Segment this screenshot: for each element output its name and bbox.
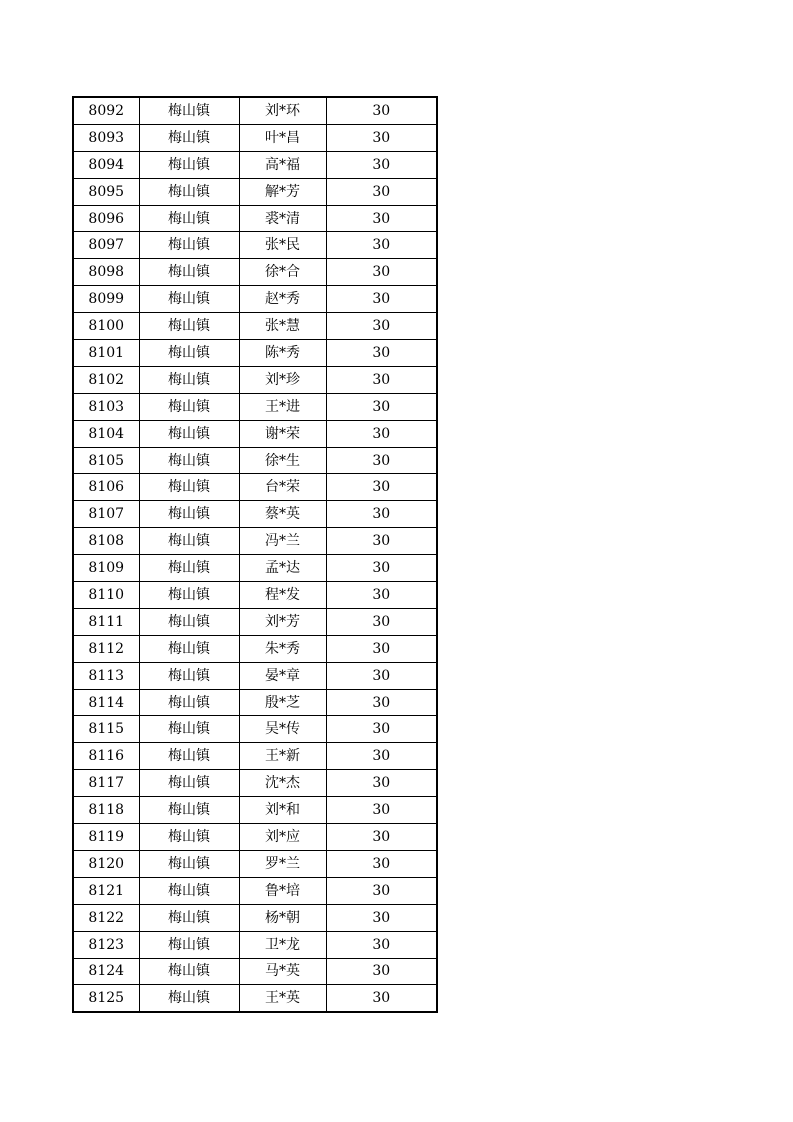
town-cell: 梅山镇 [139,824,239,851]
name-cell: 谢*荣 [239,420,326,447]
row-number-cell: 8109 [73,555,139,582]
amount-cell: 30 [326,366,437,393]
town-cell: 梅山镇 [139,797,239,824]
amount-cell: 30 [326,635,437,662]
town-cell: 梅山镇 [139,286,239,313]
row-number-cell: 8116 [73,743,139,770]
town-cell: 梅山镇 [139,178,239,205]
table-row [73,931,437,958]
table-row [73,662,437,689]
name-cell: 张*民 [239,232,326,259]
name-cell: 卫*龙 [239,931,326,958]
name-cell: 殷*芝 [239,689,326,716]
town-cell: 梅山镇 [139,366,239,393]
name-cell: 张*慧 [239,313,326,340]
amount-cell: 30 [326,877,437,904]
table-row [73,635,437,662]
row-number-cell: 8118 [73,797,139,824]
table-row [73,366,437,393]
row-number-cell: 8101 [73,340,139,367]
town-cell: 梅山镇 [139,958,239,985]
amount-cell: 30 [326,716,437,743]
row-number-cell: 8092 [73,97,139,124]
town-cell: 梅山镇 [139,340,239,367]
name-cell: 晏*章 [239,662,326,689]
name-cell: 赵*秀 [239,286,326,313]
table-row [73,877,437,904]
row-number-cell: 8094 [73,151,139,178]
amount-cell: 30 [326,770,437,797]
table-row [73,340,437,367]
row-number-cell: 8104 [73,420,139,447]
name-cell: 徐*合 [239,259,326,286]
town-cell: 梅山镇 [139,447,239,474]
row-number-cell: 8096 [73,205,139,232]
row-number-cell: 8106 [73,474,139,501]
name-cell: 陈*秀 [239,340,326,367]
amount-cell: 30 [326,286,437,313]
name-cell: 台*荣 [239,474,326,501]
name-cell: 罗*兰 [239,850,326,877]
table-row [73,420,437,447]
name-cell: 朱*秀 [239,635,326,662]
table-row [73,232,437,259]
name-cell: 刘*应 [239,824,326,851]
town-cell: 梅山镇 [139,528,239,555]
row-number-cell: 8122 [73,904,139,931]
amount-cell: 30 [326,393,437,420]
amount-cell: 30 [326,662,437,689]
table-row [73,178,437,205]
amount-cell: 30 [326,689,437,716]
table-row [73,904,437,931]
name-cell: 王*新 [239,743,326,770]
row-number-cell: 8124 [73,958,139,985]
name-cell: 解*芳 [239,178,326,205]
row-number-cell: 8114 [73,689,139,716]
row-number-cell: 8099 [73,286,139,313]
amount-cell: 30 [326,313,437,340]
name-cell: 王*英 [239,985,326,1012]
amount-cell: 30 [326,205,437,232]
table-row [73,259,437,286]
town-cell: 梅山镇 [139,97,239,124]
town-cell: 梅山镇 [139,393,239,420]
table-row [73,716,437,743]
amount-cell: 30 [326,97,437,124]
row-number-cell: 8102 [73,366,139,393]
town-cell: 梅山镇 [139,904,239,931]
row-number-cell: 8097 [73,232,139,259]
table-row [73,528,437,555]
town-cell: 梅山镇 [139,850,239,877]
row-number-cell: 8103 [73,393,139,420]
table-row [73,824,437,851]
amount-cell: 30 [326,447,437,474]
amount-cell: 30 [326,151,437,178]
table-row [73,850,437,877]
row-number-cell: 8115 [73,716,139,743]
town-cell: 梅山镇 [139,662,239,689]
name-cell: 马*英 [239,958,326,985]
data-table [72,96,438,1013]
row-number-cell: 8105 [73,447,139,474]
table-row [73,689,437,716]
name-cell: 裘*清 [239,205,326,232]
amount-cell: 30 [326,420,437,447]
amount-cell: 30 [326,608,437,635]
table-row [73,582,437,609]
table-row [73,608,437,635]
row-number-cell: 8093 [73,124,139,151]
town-cell: 梅山镇 [139,501,239,528]
town-cell: 梅山镇 [139,985,239,1012]
amount-cell: 30 [326,124,437,151]
name-cell: 冯*兰 [239,528,326,555]
amount-cell: 30 [326,797,437,824]
name-cell: 程*发 [239,582,326,609]
name-cell: 王*进 [239,393,326,420]
amount-cell: 30 [326,340,437,367]
town-cell: 梅山镇 [139,420,239,447]
row-number-cell: 8108 [73,528,139,555]
name-cell: 杨*朝 [239,904,326,931]
name-cell: 吴*传 [239,716,326,743]
amount-cell: 30 [326,743,437,770]
table-row [73,286,437,313]
amount-cell: 30 [326,232,437,259]
town-cell: 梅山镇 [139,474,239,501]
amount-cell: 30 [326,582,437,609]
table-row [73,555,437,582]
row-number-cell: 8113 [73,662,139,689]
row-number-cell: 8117 [73,770,139,797]
name-cell: 高*福 [239,151,326,178]
name-cell: 刘*环 [239,97,326,124]
table-row [73,205,437,232]
table-row [73,958,437,985]
table-body [73,97,437,1012]
row-number-cell: 8107 [73,501,139,528]
row-number-cell: 8125 [73,985,139,1012]
name-cell: 沈*杰 [239,770,326,797]
row-number-cell: 8123 [73,931,139,958]
town-cell: 梅山镇 [139,582,239,609]
amount-cell: 30 [326,904,437,931]
town-cell: 梅山镇 [139,151,239,178]
table-row [73,393,437,420]
amount-cell: 30 [326,474,437,501]
town-cell: 梅山镇 [139,232,239,259]
row-number-cell: 8112 [73,635,139,662]
table-row [73,797,437,824]
row-number-cell: 8095 [73,178,139,205]
name-cell: 蔡*英 [239,501,326,528]
table-row [73,151,437,178]
table-row [73,124,437,151]
row-number-cell: 8120 [73,850,139,877]
town-cell: 梅山镇 [139,555,239,582]
town-cell: 梅山镇 [139,205,239,232]
town-cell: 梅山镇 [139,931,239,958]
amount-cell: 30 [326,178,437,205]
name-cell: 孟*达 [239,555,326,582]
town-cell: 梅山镇 [139,635,239,662]
table-row [73,313,437,340]
row-number-cell: 8111 [73,608,139,635]
table-row [73,501,437,528]
amount-cell: 30 [326,259,437,286]
row-number-cell: 8119 [73,824,139,851]
row-number-cell: 8110 [73,582,139,609]
name-cell: 刘*芳 [239,608,326,635]
name-cell: 刘*和 [239,797,326,824]
row-number-cell: 8100 [73,313,139,340]
table-row [73,474,437,501]
amount-cell: 30 [326,850,437,877]
town-cell: 梅山镇 [139,770,239,797]
amount-cell: 30 [326,985,437,1012]
table-row [73,447,437,474]
amount-cell: 30 [326,528,437,555]
amount-cell: 30 [326,824,437,851]
row-number-cell: 8098 [73,259,139,286]
amount-cell: 30 [326,931,437,958]
amount-cell: 30 [326,958,437,985]
town-cell: 梅山镇 [139,743,239,770]
name-cell: 叶*昌 [239,124,326,151]
town-cell: 梅山镇 [139,124,239,151]
table-row [73,985,437,1012]
table-row [73,743,437,770]
table-row [73,770,437,797]
name-cell: 刘*珍 [239,366,326,393]
amount-cell: 30 [326,501,437,528]
amount-cell: 30 [326,555,437,582]
town-cell: 梅山镇 [139,716,239,743]
name-cell: 徐*生 [239,447,326,474]
town-cell: 梅山镇 [139,313,239,340]
town-cell: 梅山镇 [139,689,239,716]
name-cell: 鲁*培 [239,877,326,904]
town-cell: 梅山镇 [139,877,239,904]
town-cell: 梅山镇 [139,259,239,286]
table-row [73,97,437,124]
row-number-cell: 8121 [73,877,139,904]
town-cell: 梅山镇 [139,608,239,635]
